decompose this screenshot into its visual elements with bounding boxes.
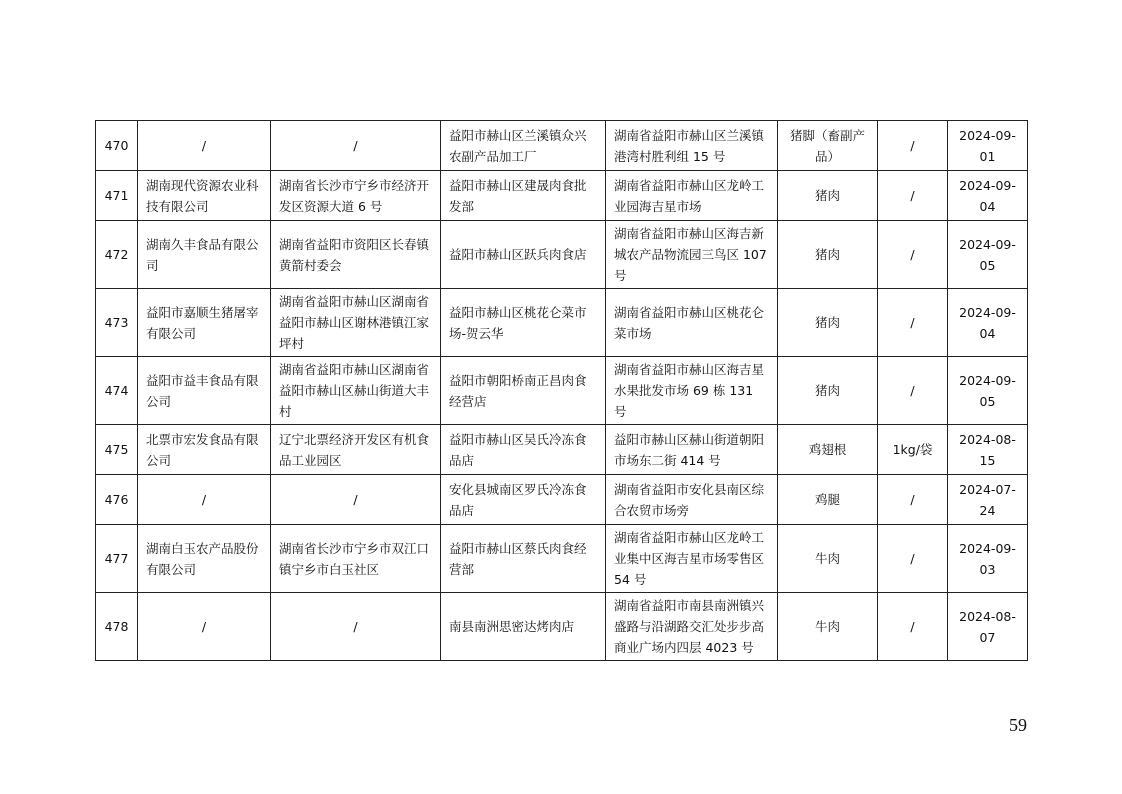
cell-number: 474 <box>96 357 138 425</box>
cell-producer-address: 湖南省长沙市宁乡市双江口镇宁乡市白玉社区 <box>271 525 441 593</box>
cell-vendor-address: 益阳市赫山区赫山街道朝阳市场东二街 414 号 <box>606 425 778 475</box>
table-row <box>96 289 1028 357</box>
cell-product: 牛肉 <box>778 593 878 661</box>
cell-number: 477 <box>96 525 138 593</box>
cell-spec: / <box>878 357 948 425</box>
cell-producer: 湖南白玉农产品股份有限公司 <box>138 525 271 593</box>
cell-date: 2024-08-15 <box>948 425 1028 475</box>
cell-vendor: 益阳市赫山区吴氏冷冻食品店 <box>441 425 606 475</box>
cell-vendor: 南县南洲思密达烤肉店 <box>441 593 606 661</box>
cell-producer: 益阳市益丰食品有限公司 <box>138 357 271 425</box>
cell-producer: 益阳市嘉顺生猪屠宰有限公司 <box>138 289 271 357</box>
page-number: 59 <box>1009 715 1027 735</box>
cell-product: 猪脚（畜副产品） <box>778 121 878 171</box>
cell-date: 2024-09-01 <box>948 121 1028 171</box>
cell-producer: / <box>138 593 271 661</box>
cell-number: 472 <box>96 221 138 289</box>
cell-producer-address: / <box>271 593 441 661</box>
cell-number: 475 <box>96 425 138 475</box>
cell-producer: / <box>138 121 271 171</box>
cell-producer-address: 湖南省益阳市赫山区湖南省益阳市赫山区赫山街道大丰村 <box>271 357 441 425</box>
cell-vendor: 益阳市赫山区蔡氏肉食经营部 <box>441 525 606 593</box>
cell-vendor: 益阳市朝阳桥南正昌肉食经营店 <box>441 357 606 425</box>
cell-spec: / <box>878 593 948 661</box>
cell-vendor: 安化县城南区罗氏冷冻食品店 <box>441 475 606 525</box>
table-row <box>96 121 1028 171</box>
cell-vendor-address: 湖南省益阳市赫山区桃花仑菜市场 <box>606 289 778 357</box>
cell-spec: / <box>878 121 948 171</box>
cell-producer-address: / <box>271 121 441 171</box>
cell-date: 2024-09-04 <box>948 289 1028 357</box>
cell-vendor-address: 湖南省益阳市赫山区海吉星水果批发市场 69 栋 131 号 <box>606 357 778 425</box>
cell-vendor-address: 湖南省益阳市赫山区兰溪镇港湾村胜利组 15 号 <box>606 121 778 171</box>
table-body <box>96 121 1028 661</box>
table-row <box>96 593 1028 661</box>
cell-producer-address: 湖南省长沙市宁乡市经济开发区资源大道 6 号 <box>271 171 441 221</box>
cell-number: 476 <box>96 475 138 525</box>
table-row <box>96 425 1028 475</box>
cell-product: 猪肉 <box>778 171 878 221</box>
cell-producer: 湖南现代资源农业科技有限公司 <box>138 171 271 221</box>
cell-vendor-address: 湖南省益阳市赫山区龙岭工业集中区海吉星市场零售区 54 号 <box>606 525 778 593</box>
cell-vendor-address: 湖南省益阳市赫山区海吉新城农产品物流园三鸟区 107 号 <box>606 221 778 289</box>
cell-vendor-address: 湖南省益阳市安化县南区综合农贸市场旁 <box>606 475 778 525</box>
cell-producer: / <box>138 475 271 525</box>
cell-vendor-address: 湖南省益阳市赫山区龙岭工业园海吉星市场 <box>606 171 778 221</box>
cell-producer-address: / <box>271 475 441 525</box>
cell-spec: / <box>878 221 948 289</box>
cell-number: 470 <box>96 121 138 171</box>
cell-producer-address: 湖南省益阳市资阳区长春镇黄箭村委会 <box>271 221 441 289</box>
cell-producer: 湖南久丰食品有限公司 <box>138 221 271 289</box>
cell-vendor: 益阳市赫山区兰溪镇众兴农副产品加工厂 <box>441 121 606 171</box>
cell-producer-address: 湖南省益阳市赫山区湖南省益阳市赫山区谢林港镇江家坪村 <box>271 289 441 357</box>
cell-vendor: 益阳市赫山区跃兵肉食店 <box>441 221 606 289</box>
cell-product: 猪肉 <box>778 289 878 357</box>
cell-vendor: 益阳市赫山区建晟肉食批发部 <box>441 171 606 221</box>
cell-vendor-address: 湖南省益阳市南县南洲镇兴盛路与沿湖路交汇处步步高商业广场内四层 4023 号 <box>606 593 778 661</box>
cell-number: 471 <box>96 171 138 221</box>
cell-date: 2024-07-24 <box>948 475 1028 525</box>
cell-number: 478 <box>96 593 138 661</box>
cell-product: 牛肉 <box>778 525 878 593</box>
table-row <box>96 475 1028 525</box>
table-row <box>96 357 1028 425</box>
cell-spec: / <box>878 525 948 593</box>
cell-spec: / <box>878 475 948 525</box>
cell-number: 473 <box>96 289 138 357</box>
cell-product: 鸡腿 <box>778 475 878 525</box>
table-row <box>96 525 1028 593</box>
cell-product: 猪肉 <box>778 357 878 425</box>
cell-product: 猪肉 <box>778 221 878 289</box>
table-row <box>96 221 1028 289</box>
cell-product: 鸡翅根 <box>778 425 878 475</box>
cell-producer-address: 辽宁北票经济开发区有机食品工业园区 <box>271 425 441 475</box>
cell-date: 2024-09-03 <box>948 525 1028 593</box>
cell-vendor: 益阳市赫山区桃花仑菜市场-贺云华 <box>441 289 606 357</box>
cell-spec: / <box>878 289 948 357</box>
records-table <box>95 120 1028 661</box>
cell-date: 2024-08-07 <box>948 593 1028 661</box>
cell-producer: 北票市宏发食品有限公司 <box>138 425 271 475</box>
cell-date: 2024-09-05 <box>948 221 1028 289</box>
cell-date: 2024-09-04 <box>948 171 1028 221</box>
cell-spec: 1kg/袋 <box>878 425 948 475</box>
table-row <box>96 171 1028 221</box>
cell-spec: / <box>878 171 948 221</box>
cell-date: 2024-09-05 <box>948 357 1028 425</box>
